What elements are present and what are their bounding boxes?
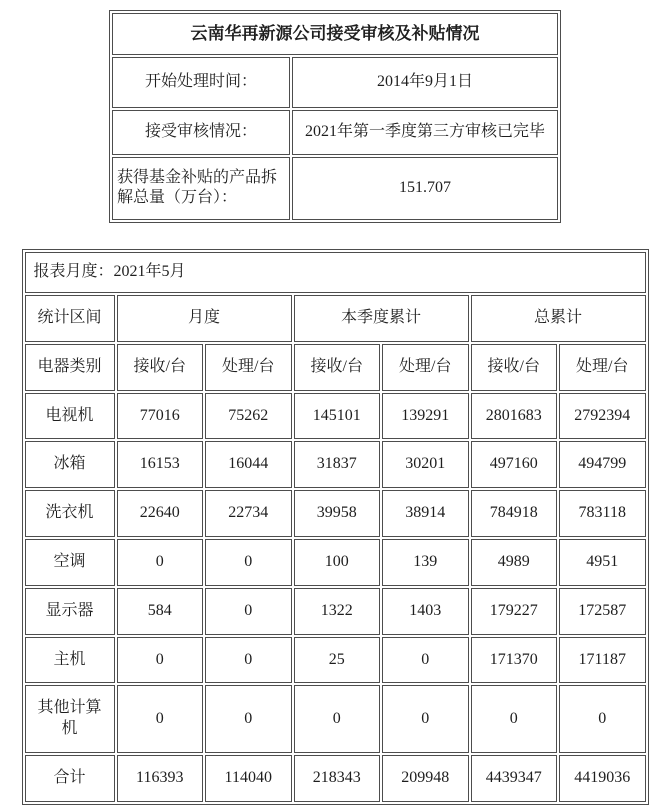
report-month-row: [25, 252, 646, 293]
value-cell: 116393: [117, 755, 204, 802]
unit-header-cell: 接收/台: [117, 344, 204, 391]
value-cell: 139291: [382, 393, 469, 440]
summary-table: [109, 10, 561, 223]
value-cell: 30201: [382, 441, 469, 488]
group-header-total: 总累计: [471, 295, 646, 342]
category-header: 电器类别: [25, 344, 115, 391]
summary-row-value: 2014年9月1日: [292, 57, 558, 108]
value-cell: 139: [382, 539, 469, 586]
unit-header-row: [25, 344, 646, 391]
value-cell: 77016: [117, 393, 204, 440]
table-row: [25, 539, 646, 586]
value-cell: 38914: [382, 490, 469, 537]
category-cell: 冰箱: [25, 441, 115, 488]
value-cell: 16153: [117, 441, 204, 488]
category-cell: 显示器: [25, 588, 115, 635]
value-cell: 31837: [294, 441, 381, 488]
table-row: [25, 588, 646, 635]
value-cell: 1322: [294, 588, 381, 635]
value-cell: 2801683: [471, 393, 558, 440]
table-row: [25, 637, 646, 684]
summary-row: [112, 110, 558, 155]
category-cell: 合计: [25, 755, 115, 802]
value-cell: 171187: [559, 637, 646, 684]
value-cell: 0: [382, 685, 469, 753]
category-cell: 其他计算机: [25, 685, 115, 753]
value-cell: 0: [205, 539, 292, 586]
summary-row-value: 2021年第一季度第三方审核已完毕: [292, 110, 558, 155]
value-cell: 0: [205, 685, 292, 753]
value-cell: 22640: [117, 490, 204, 537]
value-cell: 0: [117, 685, 204, 753]
unit-header-cell: 接收/台: [471, 344, 558, 391]
group-header-monthly: 月度: [117, 295, 292, 342]
summary-row-label: 接受审核情况：: [112, 110, 290, 155]
unit-header-cell: 处理/台: [382, 344, 469, 391]
unit-header-cell: 接收/台: [294, 344, 381, 391]
category-cell: 洗衣机: [25, 490, 115, 537]
value-cell: 584: [117, 588, 204, 635]
unit-header-cell: 处理/台: [205, 344, 292, 391]
table-row: [25, 441, 646, 488]
value-cell: 783118: [559, 490, 646, 537]
category-cell: 电视机: [25, 393, 115, 440]
value-cell: 218343: [294, 755, 381, 802]
value-cell: 4951: [559, 539, 646, 586]
value-cell: 784918: [471, 490, 558, 537]
value-cell: 179227: [471, 588, 558, 635]
table-row: [25, 490, 646, 537]
value-cell: 25: [294, 637, 381, 684]
value-cell: 0: [382, 637, 469, 684]
value-cell: 0: [471, 685, 558, 753]
value-cell: 16044: [205, 441, 292, 488]
value-cell: 0: [117, 539, 204, 586]
value-cell: 100: [294, 539, 381, 586]
value-cell: 171370: [471, 637, 558, 684]
summary-row-value: 151.707: [292, 157, 558, 221]
value-cell: 0: [117, 637, 204, 684]
value-cell: 4989: [471, 539, 558, 586]
summary-row-label: 获得基金补贴的产品拆解总量（万台）：: [112, 157, 290, 221]
value-cell: 1403: [382, 588, 469, 635]
value-cell: 494799: [559, 441, 646, 488]
summary-row-label: 开始处理时间：: [112, 57, 290, 108]
value-cell: 0: [205, 588, 292, 635]
table-row: [25, 393, 646, 440]
category-cell: 空调: [25, 539, 115, 586]
category-cell: 主机: [25, 637, 115, 684]
value-cell: 497160: [471, 441, 558, 488]
value-cell: 0: [205, 637, 292, 684]
table-row: [25, 685, 646, 753]
value-cell: 0: [294, 685, 381, 753]
value-cell: 4419036: [559, 755, 646, 802]
summary-row: [112, 57, 558, 108]
value-cell: 2792394: [559, 393, 646, 440]
unit-header-cell: 处理/台: [559, 344, 646, 391]
summary-row: [112, 157, 558, 221]
report-table: [22, 249, 649, 805]
value-cell: 4439347: [471, 755, 558, 802]
summary-table-title: 云南华再新源公司接受审核及补贴情况: [112, 13, 558, 55]
group-header-row: [25, 295, 646, 342]
value-cell: 75262: [205, 393, 292, 440]
table-row: [25, 755, 646, 802]
value-cell: 0: [559, 685, 646, 753]
value-cell: 209948: [382, 755, 469, 802]
value-cell: 172587: [559, 588, 646, 635]
report-month-cell: 报表月度：2021年5月: [25, 252, 646, 293]
group-header-quarter: 本季度累计: [294, 295, 469, 342]
stat-range-header: 统计区间: [25, 295, 115, 342]
value-cell: 114040: [205, 755, 292, 802]
value-cell: 145101: [294, 393, 381, 440]
value-cell: 39958: [294, 490, 381, 537]
value-cell: 22734: [205, 490, 292, 537]
summary-title-row: [112, 13, 558, 55]
